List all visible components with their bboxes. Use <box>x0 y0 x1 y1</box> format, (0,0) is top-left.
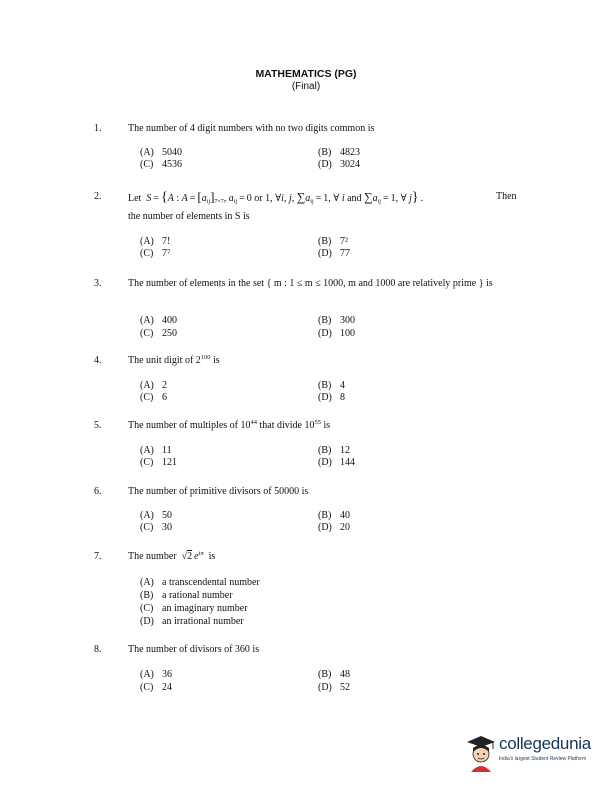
option-c: (C) 7⁷ <box>140 248 171 259</box>
option-d: (D) 77 <box>318 248 350 259</box>
collegedunia-logo[interactable] <box>463 732 612 772</box>
question-text: The number of primitive divisors of 50000 is <box>128 486 309 497</box>
option-b: (B) 4 <box>318 380 345 391</box>
brand-tagline: India's largest Student Review Platform <box>499 756 587 762</box>
option-b: (B) 48 <box>318 669 350 680</box>
question-number: 4. <box>94 355 102 366</box>
option-c: (C) 250 <box>140 328 177 339</box>
option-a: (A) a transcendental number <box>140 577 260 588</box>
question-text-continued: the number of elements in S is <box>128 211 250 222</box>
option-b: (B) 40 <box>318 510 350 521</box>
question-number: 6. <box>94 486 102 497</box>
question-text: The unit digit of $2^{100}$ is <box>128 354 220 366</box>
question-text: The number of elements in the set { m : 1 ≤ m ≤ 1000, m and 1000 are relatively prime } is <box>128 278 493 289</box>
question-text: The number √2 $e^{i\pi}$ is <box>128 550 216 562</box>
sqrt-expression: √2 $e^{i\pi}$ <box>179 550 204 562</box>
option-d: (D) 100 <box>318 328 355 339</box>
question-text: The number of multiples of $10^{44}$ that divide $10^{55}$ is <box>128 419 331 431</box>
option-c: (C) 30 <box>140 522 172 533</box>
option-c: (C) 121 <box>140 457 177 468</box>
option-a: (A) 2 <box>140 380 167 391</box>
option-d: (D) 20 <box>318 522 350 533</box>
question-number: 3. <box>94 278 102 289</box>
question-number: 2. <box>94 191 102 202</box>
page-title: MATHEMATICS (PG) <box>255 68 357 80</box>
page-subtitle: (Final) <box>291 81 321 92</box>
question-number: 5. <box>94 420 102 431</box>
option-c: (C) 6 <box>140 392 167 403</box>
option-a: (A) 5040 <box>140 147 182 158</box>
brand-name: collegedunia <box>499 734 591 753</box>
question-number: 7. <box>94 551 102 562</box>
option-d: (D) 3024 <box>318 159 360 170</box>
option-b: (B) 7² <box>318 236 348 247</box>
set-definition-formula: S = {A : $A = [a_{ij}]_{7\times 7}$, $a_{ij} = 0$ or 1, ∀i, j, $\sum a_{ij} = 1$, ∀ i and $\sum a_{ij} = 1$, ∀ j} . <box>146 189 424 205</box>
option-a: (A) 50 <box>140 510 172 521</box>
question-text: The number of 4 digit numbers with no two digits common is <box>128 123 375 134</box>
option-d: (D) 144 <box>318 457 355 468</box>
option-d: (D) 52 <box>318 682 350 693</box>
question-number: 1. <box>94 123 102 134</box>
option-c: (C) an imaginary number <box>140 603 248 614</box>
option-b: (B) 12 <box>318 445 350 456</box>
option-a: (A) 400 <box>140 315 177 326</box>
question-text: Let S = {A : $A = [a_{ij}]_{7\times 7}$, $a_{ij} = 0$ or 1, ∀i, j, $\sum a_{ij} = 1$, ∀ i and $\sum a_{ij} = 1$, ∀ j} . Then <box>128 189 517 205</box>
option-a: (A) 11 <box>140 445 172 456</box>
question-text: The number of divisors of 360 is <box>128 644 260 655</box>
option-a: (A) 7! <box>140 236 171 247</box>
option-b: (B) 300 <box>318 315 355 326</box>
option-a: (A) 36 <box>140 669 172 680</box>
option-d: (D) 8 <box>318 392 345 403</box>
option-b: (B) a rational number <box>140 590 233 601</box>
question-number: 8. <box>94 644 102 655</box>
option-b: (B) 4823 <box>318 147 360 158</box>
option-c: (C) 24 <box>140 682 172 693</box>
option-d: (D) an irrational number <box>140 616 244 627</box>
option-c: (C) 4536 <box>140 159 182 170</box>
graduate-mascot-icon <box>463 732 497 772</box>
